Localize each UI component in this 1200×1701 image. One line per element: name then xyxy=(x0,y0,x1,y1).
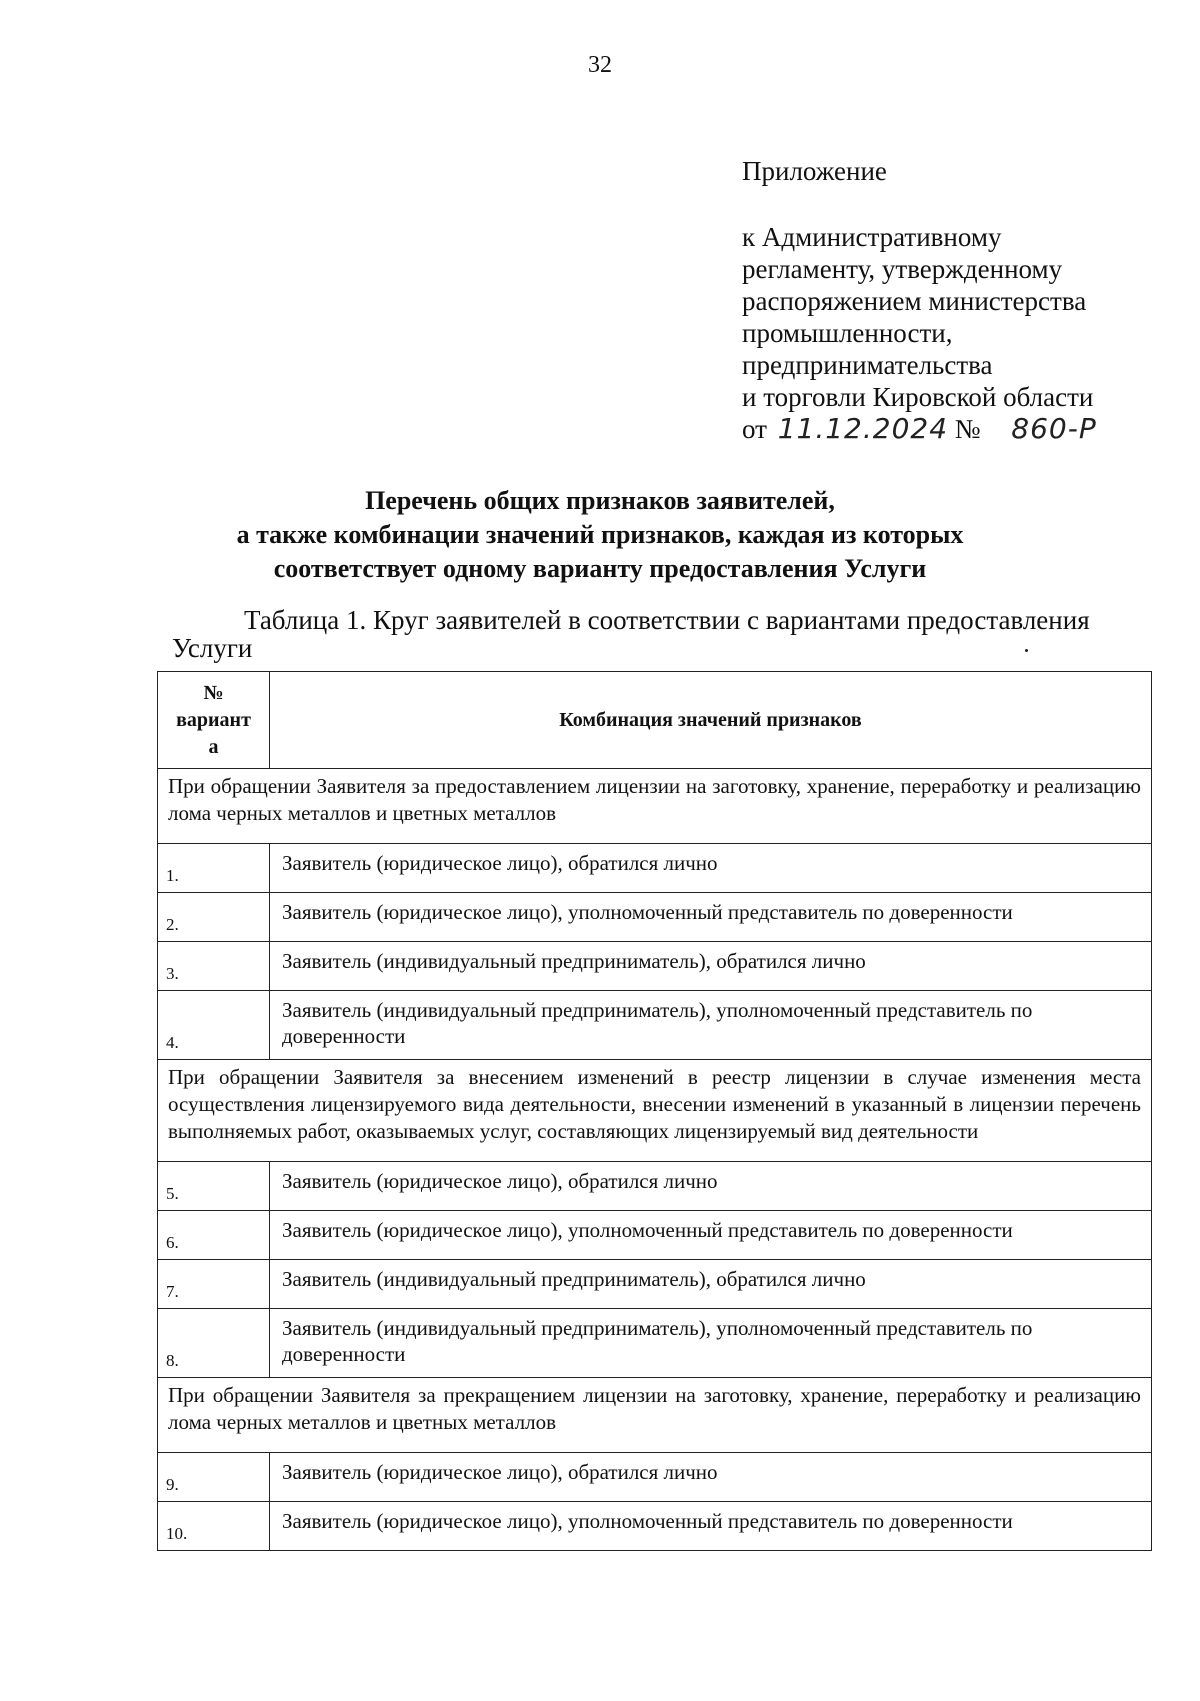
variant-number: 2. xyxy=(158,893,270,942)
header-variant-number xyxy=(158,672,270,769)
variant-text: Заявитель (индивидуальный предприниматель), обратился лично xyxy=(270,1260,1152,1309)
table-header-row xyxy=(158,672,1152,769)
header-line: а xyxy=(208,735,219,758)
variant-number: 8. xyxy=(158,1309,270,1378)
from-label: от xyxy=(742,414,767,444)
variant-number: 6. xyxy=(158,1211,270,1260)
table-caption xyxy=(172,606,1137,662)
appendix-line: распоряжением министерства xyxy=(742,286,1087,316)
variants-table xyxy=(157,671,1152,1551)
appendix-line: промышленности, xyxy=(742,318,953,348)
table-row xyxy=(158,1502,1152,1551)
variant-number: 7. xyxy=(158,1260,270,1309)
table-row xyxy=(158,1211,1152,1260)
header-line: № xyxy=(203,681,224,704)
variant-text: Заявитель (юридическое лицо), обратился лично xyxy=(270,1162,1152,1211)
variant-text: Заявитель (индивидуальный предприниматель), уполномоченный представитель по доверенности xyxy=(270,991,1152,1060)
table-caption-line: Услуги xyxy=(172,633,253,663)
variant-text: Заявитель (юридическое лицо), обратился лично xyxy=(270,1453,1152,1502)
variant-number: 9. xyxy=(158,1453,270,1502)
variant-number: 1. xyxy=(158,844,270,893)
variant-text: Заявитель (индивидуальный предприниматель), уполномоченный представитель по доверенности xyxy=(270,1309,1152,1378)
table-row xyxy=(158,1260,1152,1309)
table-row xyxy=(158,942,1152,991)
section-row xyxy=(158,1378,1152,1453)
section-title: При обращении Заявителя за прекращением лицензии на заготовку, хранение, переработку и реализацию лома черных металлов и цветных металлов xyxy=(158,1378,1152,1453)
document-title-line: а также комбинации значений признаков, каждая из которых xyxy=(236,520,964,549)
variant-number: 10. xyxy=(158,1502,270,1551)
appendix-block xyxy=(742,155,1162,445)
section-title: При обращении Заявителя за предоставлением лицензии на заготовку, хранение, переработку и реализацию лома черных металлов и цветных металлов xyxy=(158,769,1152,844)
table-caption-line: Таблица 1. Круг заявителей в соответствии с вариантами предоставления xyxy=(244,605,1090,635)
header-line: вариант xyxy=(176,708,251,731)
stray-dot xyxy=(1025,649,1028,652)
handwritten-number: 860-Р xyxy=(1011,412,1097,445)
appendix-line: к Административному xyxy=(742,222,1002,252)
handwritten-date: 11.12.2024 xyxy=(777,412,949,445)
variant-text: Заявитель (юридическое лицо), уполномоченный представитель по доверенности xyxy=(270,893,1152,942)
variant-text: Заявитель (юридическое лицо), уполномоченный представитель по доверенности xyxy=(270,1211,1152,1260)
table-row xyxy=(158,893,1152,942)
approval-line xyxy=(742,413,1162,445)
table-row xyxy=(158,1453,1152,1502)
section-row xyxy=(158,1060,1152,1162)
appendix-title: Приложение xyxy=(742,156,887,186)
header-combination: Комбинация значений признаков xyxy=(270,672,1152,769)
variant-text: Заявитель (индивидуальный предприниматель), обратился лично xyxy=(270,942,1152,991)
document-title-line: Перечень общих признаков заявителей, xyxy=(365,486,835,515)
variant-number: 4. xyxy=(158,991,270,1060)
table-row xyxy=(158,844,1152,893)
page-number: 32 xyxy=(588,52,612,78)
variant-number: 5. xyxy=(158,1162,270,1211)
variant-text: Заявитель (юридическое лицо), уполномоченный представитель по доверенности xyxy=(270,1502,1152,1551)
document-title xyxy=(140,484,1060,586)
document-title-line: соответствует одному варианту предоставления Услуги xyxy=(273,554,927,583)
table-row xyxy=(158,1309,1152,1378)
appendix-line: предпринимательства xyxy=(742,350,993,380)
variant-number: 3. xyxy=(158,942,270,991)
table-row xyxy=(158,991,1152,1060)
section-title: При обращении Заявителя за внесением изменений в реестр лицензии в случае изменения места осуществления лицензируемого вида деятельности, внесении изменений в указанный в лицензии перечень выполняемых работ, оказываемых услуг, составляющих лицензируемый вид деятельности xyxy=(158,1060,1152,1162)
appendix-line: и торговли Кировской области xyxy=(742,382,1094,412)
table-row xyxy=(158,1162,1152,1211)
variant-text: Заявитель (юридическое лицо), обратился лично xyxy=(270,844,1152,893)
appendix-line: регламенту, утвержденному xyxy=(742,254,1063,284)
number-label: № xyxy=(954,414,981,444)
section-row xyxy=(158,769,1152,844)
